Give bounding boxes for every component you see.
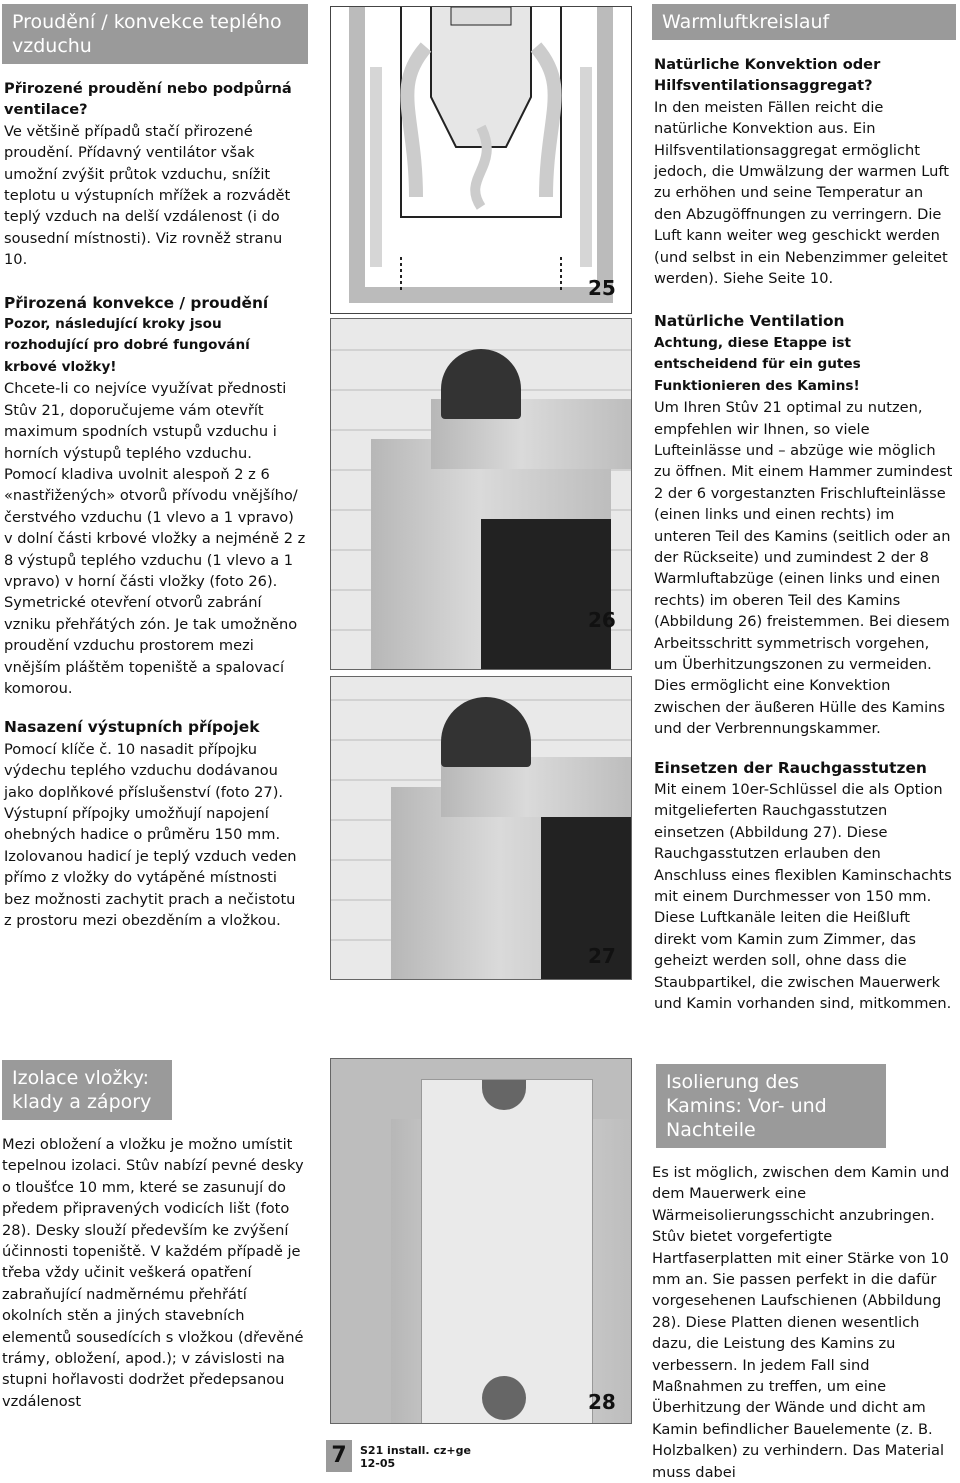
right-s3-title: Einsetzen der Rauchgasstutzen (654, 758, 927, 777)
left-s3-body: Pomocí klíče č. 10 nasadit přípojku výdechu teplého vzduchu dodávanou jako doplňkové příslušenství (foto 27). Výstupní přípojky umožňují napojení ohebných hadice o průměru 150 mm. Izolovanou hadicí je teplý vzduch veden přímo z vložky do vytápěné místnosti bez možnosti zachytit prach a nečistotu z prostoru mezi obezděním a vložkou. (4, 740, 297, 930)
left-column-bottom (2, 1060, 308, 1412)
left-s1-title: Přirozené proudění nebo podpůrná ventilace? (4, 80, 292, 119)
flue-collar (441, 349, 521, 419)
figure-26-number: 26 (588, 608, 616, 632)
left-s2-warning: Pozor, následující kroky jsou rozhodující pro dobré fungování krbové vložky! (4, 316, 250, 375)
page-number: 7 (331, 1443, 347, 1468)
insulation-panel (421, 1079, 593, 1424)
figure-27-number: 27 (588, 944, 616, 968)
footer-date: 12-05 (360, 1457, 396, 1470)
figure-26-photo (330, 318, 632, 670)
page-number-box (326, 1440, 352, 1472)
figure-28-photo (330, 1058, 632, 1424)
left-s2-title: Přirozená konvekce / proudění (4, 293, 269, 312)
figure-28-number: 28 (588, 1390, 616, 1414)
figure-25-number: 25 (588, 276, 616, 300)
stove-glass (481, 519, 611, 669)
left-s1-body: Ve většině případů stačí přirozené proudění. Přídavný ventilátor však umožní zvýšit průtok vzduchu, snížit teplotu u výstupních mřížek a rozvádět teplý vzduch na delší vzdálenost (i do sousední místnosti). Viz rovněž stranu 10. (4, 122, 291, 269)
left-header2: Izolace vložky: klady a zápory (2, 1060, 172, 1120)
left-header: Proudění / konvekce teplého vzduchu (2, 4, 308, 64)
footer-doc (360, 1444, 471, 1470)
right-header2: Isolierung des Kamins: Vor- und Nachteile (656, 1064, 886, 1148)
figure-27-photo (330, 676, 632, 980)
figure-25-diagram (330, 6, 632, 314)
left-s4-body: Mezi obložení a vložku je možno umístit tepelnou izolaci. Stûv nabízí pevné desky o tloušťce 10 mm, které se zasunují do předem připravených vodicích lišt (foto 28). Desky slouží především ke zvýšení účinnosti topeniště. V každém případě je třeba vždy učinit veškerá opatření zabraňující nadměrnému přehřátí okolních stěn a jiných stavebních elementů sousedících s vložkou (dřevěné trámy, obložení, apod.); v závislosti na stupni hořlavosti dodržet předepsanou vzdálenost (2, 1136, 304, 1410)
right-s2-warning: Achtung, diese Etappe ist entscheidend für ein gutes Funktionieren des Kamins! (654, 334, 861, 394)
panel-hole (482, 1376, 526, 1420)
flue-collar (441, 697, 531, 767)
right-s3-body: Mit einem 10er-Schlüssel die als Option mitgelieferten Rauchgasstutzen einsetzen (Abbildung 27). Diese Rauchgasstutzen erlauben den Anschluss eines flexiblen Kaminschachts mit einem Durchmesser von 150 mm. Diese Luftkanäle leiten die Heißluft direkt vom Kamin zum Zimmer, das geheizt werden soll, ohne dass die Staubpartikel, die zwischen Mauerwerk und Kamin vorhanden sind, mitkommen. (654, 781, 952, 1013)
airflow-diagram-graphic (331, 7, 631, 313)
right-column-bottom (652, 1064, 956, 1483)
right-column (652, 4, 956, 1014)
panel-hole (482, 1080, 526, 1110)
right-s4-body: Es ist möglich, zwischen dem Kamin und dem Mauerwerk eine Wärmeisolierungsschicht anzubringen. Stûv bietet vorgefertigte Hartfaserplatten mit einer Stärke von 10 mm an. Sie passen perfekt in die dafür vorgesehenen Laufschienen (Abbildung 28). Diese Platten dienen wesentlich dazu, die Leistung des Kamins zu verbessern. In jedem Fall sind Maßnahmen zu treffen, um eine Überhitzung der Wände und dicht am Kamin befindlicher Bauelemente (z. B. Holzbalken) zu verhindern. Das Material muss dabei (652, 1164, 950, 1481)
left-s2-body: Chcete-li co nejvíce využívat přednosti Stûv 21, doporučujeme vám otevřít maximum spodních vstupů vzduchu i horních výstupů teplého vzduchu. Pomocí kladiva uvolnit alespoň 2 z 6 «nastřižených» otvorů přívodu vnějšího/čerstvého vzduchu (1 vlevo a 1 vpravo) v dolní části krbové vložky a nejméně 2 z 8 výstupů teplého vzduchu (1 vlevo a 1 vpravo) v horní části vložky (foto 26). Symetrické otevření otvorů zabrání vzniku přehřátých zón. Je tak umožněno proudění vzduchu prostorem mezi vnějším pláštěm topeniště a spalovací komorou. (4, 380, 306, 697)
left-column (2, 4, 308, 931)
right-s2-body: Um Ihren Stûv 21 optimal zu nutzen, empfehlen wir Ihnen, so viele Lufteinlässe und – abzüge wie möglich zu öffnen. Mit einem Hammer zumindest 2 der 6 vorgestanzten Frischlufteinlässe (einen links und einen rechts) im unteren Teil des Kamins (seitlich oder an der Rückseite) und zumindest 2 der 8 Warmluftabzüge (einen links und einen rechts) im oberen Teil des Kamins (Abbildung 26) freistemmen. Bei diesem Arbeitsschritt symmetrisch vorgehen, um Überhitzungszonen zu vermeiden. Dies ermöglicht eine Konvektion zwischen der äußeren Hülle des Kamins und der Verbrennungskammer. (654, 399, 953, 738)
right-header: Warmluftkreislauf (652, 4, 956, 40)
stove-glass (541, 817, 631, 979)
footer-doc-id: S21 install. cz+ge (360, 1444, 471, 1457)
right-s1-body: In den meisten Fällen reicht die natürliche Konvektion aus. Ein Hilfsventilationsaggregat ermöglicht jedoch, die Umwälzung der warmen Luft zu erhöhen und seine Temperatur an den Abzugöffnungen zu verringern. Die Luft kann weiter weg geschickt werden (und selbst in ein Nebenzimmer geleitet werden). Siehe Seite 10. (654, 98, 949, 288)
right-s2-title: Natürliche Ventilation (654, 312, 845, 331)
left-s3-title: Nasazení výstupních přípojek (4, 718, 260, 737)
right-s1-title: Natürliche Konvektion oder Hilfsventilationsaggregat? (654, 56, 881, 95)
